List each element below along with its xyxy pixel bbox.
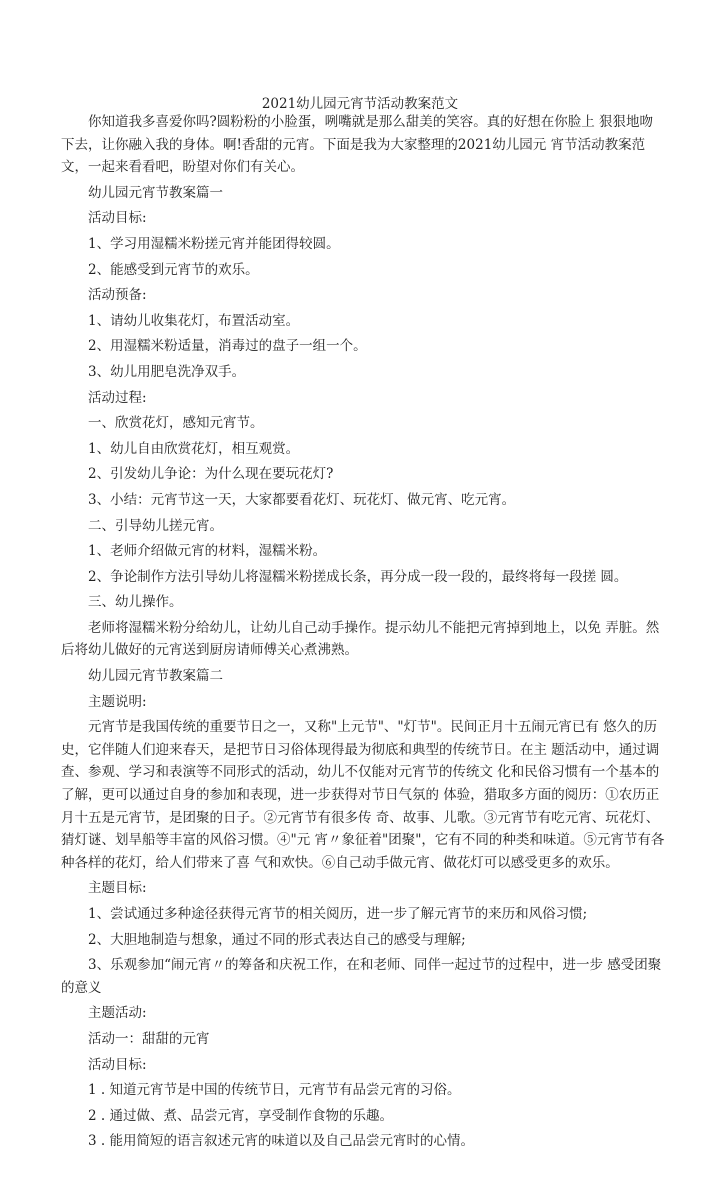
- paragraph: 1、尝试通过多种途径获得元宵节的相关阅历，进一步了解元宵节的来历和风俗习惯;: [88, 906, 588, 922]
- paragraph: 3、小结：元宵节这一天，大家都要看花灯、玩花灯、做元宵、吃元宵。: [88, 491, 516, 508]
- paragraph: 1、幼儿自由欣赏花灯，相互观赏。: [88, 440, 300, 457]
- paragraph: 2、能感受到元宵节的欢乐。: [88, 261, 259, 278]
- paragraph: 活动过程:: [88, 389, 147, 406]
- paragraph: 1、学习用湿糯米粉搓元宵并能团得较圆。: [88, 235, 340, 252]
- paragraph: 3、幼儿用肥皂洗净双手。: [88, 363, 246, 380]
- paragraph: 主题说明:: [88, 693, 147, 710]
- paragraph: 主题目标:: [88, 880, 147, 897]
- paragraph: 3 . 能用简短的语言叙述元宵的味道以及自己品尝元宵时的心情。: [88, 1133, 474, 1150]
- paragraph: 2、大胆地制造与想象，通过不同的形式表达自己的感受与理解;: [88, 931, 466, 948]
- paragraph: 一、欣赏花灯，感知元宵节。: [88, 415, 264, 432]
- document-title: 2021幼儿园元宵节活动教案范文: [261, 96, 459, 112]
- paragraph: 幼儿园元宵节教案篇二: [88, 668, 223, 685]
- paragraph: 主题活动:: [88, 1005, 147, 1022]
- paragraph: 二、引导幼儿搓元宵。: [88, 517, 223, 534]
- paragraph: 三、幼儿操作。: [88, 594, 183, 611]
- paragraph: 活动目标:: [88, 210, 147, 227]
- paragraph: 活动一：甜甜的元宵: [88, 1030, 210, 1047]
- paragraph: 活动预备:: [88, 287, 147, 304]
- paragraph: 2 . 通过做、煮、品尝元宵，享受制作食物的乐趣。: [88, 1107, 393, 1124]
- paragraph: 2、引发幼儿争论：为什么现在要玩花灯?: [88, 466, 334, 483]
- paragraph: 你知道我多喜爱你吗?圆粉粉的小脸蛋，咧嘴就是那么甜美的笑容。真的好想在你脸上 狠狠地吻下去，让你融入我的身体。啊!香甜的元宵。下面是我为大家整理的2021幼儿园元 宵节活动教案范文，一起来看看吧，盼望对你们有关心。: [61, 114, 654, 176]
- paragraph: 幼儿园元宵节教案篇一: [88, 184, 223, 201]
- paragraph: 1 . 知道元宵节是中国的传统节日，元宵节有品尝元宵的习俗。: [88, 1082, 461, 1099]
- paragraph: 老师将湿糯米粉分给幼儿，让幼儿自己动手操作。提示幼儿不能把元宵掉到地上，以免 弄脏。然后将幼儿做好的元宵送到厨房请师傅关心煮沸熟。: [61, 619, 660, 659]
- paragraph: 2、用湿糯米粉适量，消毒过的盘子一组一个。: [88, 338, 367, 355]
- paragraph: 3、乐观参加“闹元宵〃的筹备和庆祝工作，在和老师、同伴一起过节的过程中，进一步 感受团聚的意义: [61, 957, 662, 996]
- paragraph: 1、老师介绍做元宵的材料，湿糯米粉。: [88, 543, 327, 560]
- paragraph: 元宵节是我国传统的重要节日之一，又称"上元节"、"灯节"。民间正月十五闹元宵已有 悠久的历史，它伴随人们迎来春天，是把节日习俗体现得最为彻底和典型的传统节日。在主 题活动中，通过调查、参观、学习和表演等不同形式的活动，幼儿不仅能对元宵节的传统文 化和民俗习惯有一个基本的了解，更可以通过自身的参加和表现，进一步获得对节日气氛的 体验，猎取多方面的阅历：①农历正月十五是元宵节，是团聚的日子。②元宵节有很多传 奇、故事、儿歌。③元宵节有吃元宵、玩花灯、猜灯谜、划旱船等丰富的风俗习惯。④"元 宵〃象征着"团聚"，它有不同的种类和味道。⑤元宵节有各种各样的花灯，给人们带来了喜 气和欢快。⑥自己动手做元宵、做花灯可以感受更多的欢乐。: [61, 719, 665, 871]
- paragraph: 1、请幼儿收集花灯，布置活动室。: [88, 312, 300, 329]
- paragraph: 活动目标:: [88, 1056, 147, 1073]
- document-body: [61, 111, 665, 1153]
- paragraph: 2、争论制作方法引导幼儿将湿糯米粉搓成长条，再分成一段一段的，最终将每一段搓 圆。: [88, 568, 628, 585]
